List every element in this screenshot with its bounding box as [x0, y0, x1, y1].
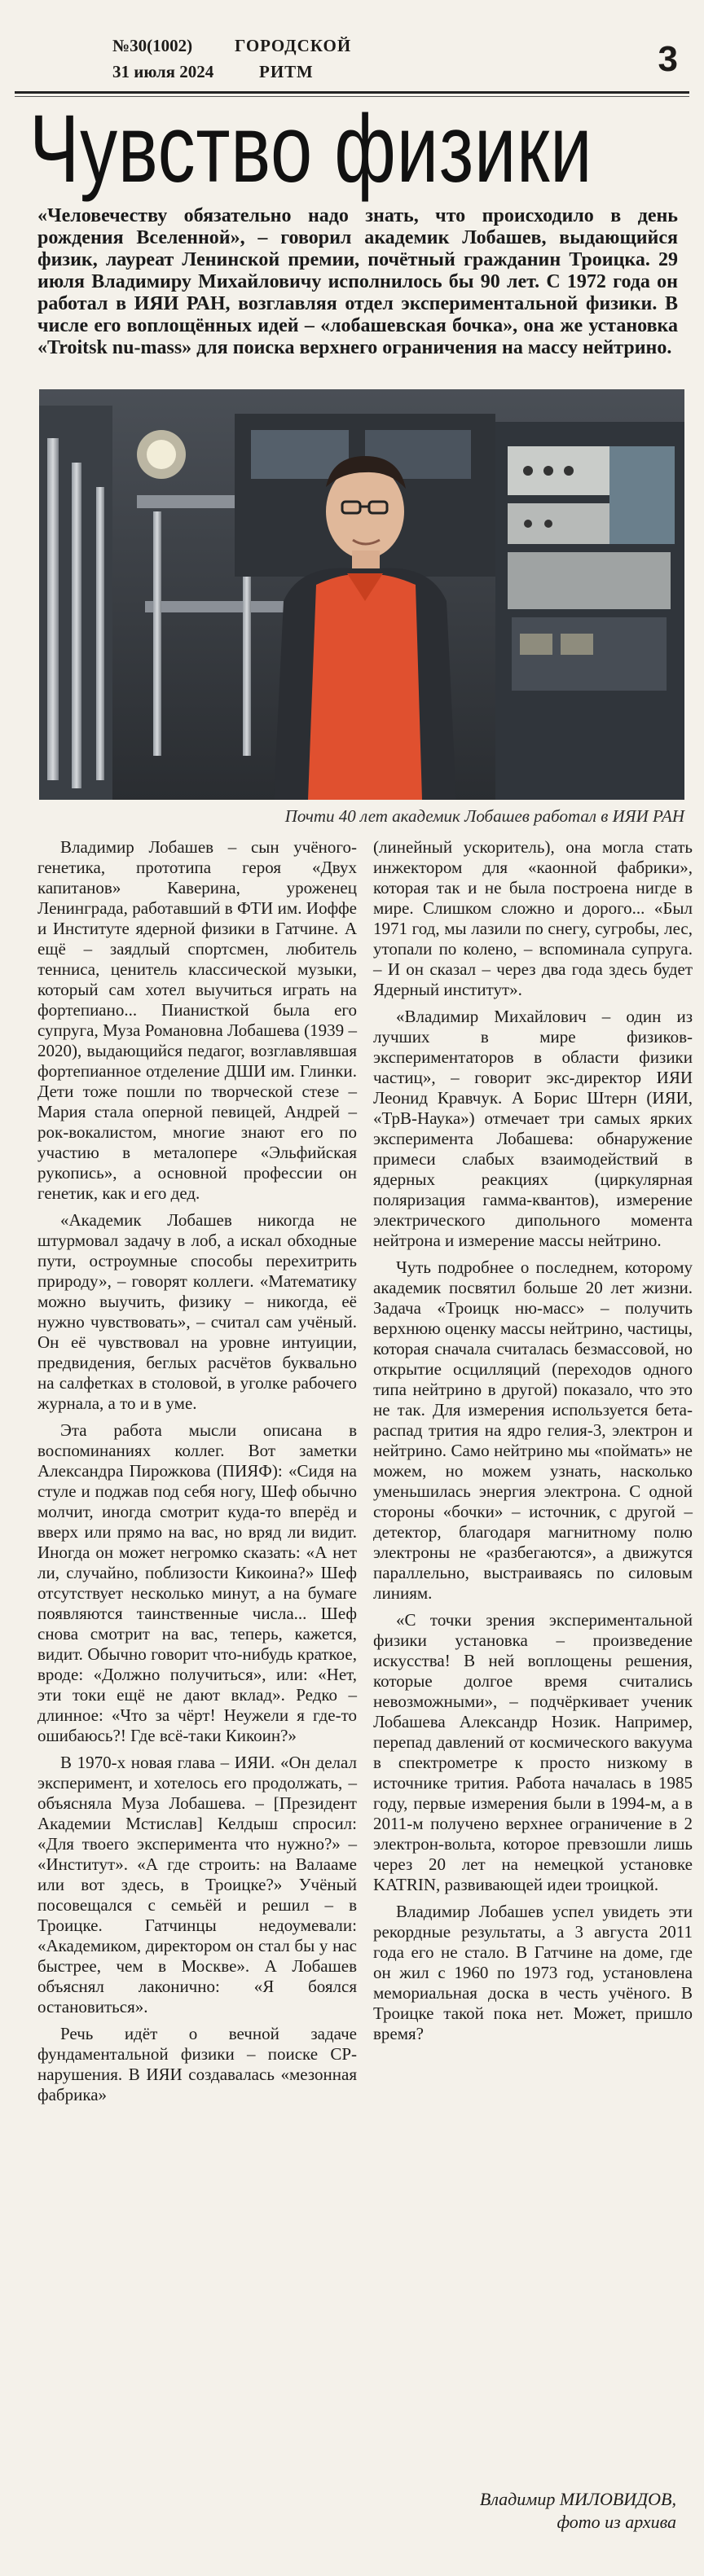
photo-caption: Почти 40 лет академик Лобашев работал в ИЯИ РАН — [284, 806, 684, 826]
issue-date: 31 июля 2024 — [112, 62, 214, 81]
lab-photo-illustration — [39, 389, 684, 800]
page-number: 3 — [658, 39, 678, 79]
header-rule — [15, 91, 689, 94]
paragraph: «Владимир Михайлович – один из лучших в мире физиков-экспериментаторов в области физики частиц», – говорит экс-директор ИЯИ Леонид Кравчук. А Борис Штерн (ИЯИ, «ТрВ-Наука») отмечает три самых ярких эксперимента Лобашева: обнаружение примеси слабых взаимодействий в ядерных реакциях (циркулярная поляризация гамма-квантов), измерение электрического дипольного момента нейтрона и измерение массы нейтрино. — [373, 1007, 693, 1250]
paragraph: Речь идёт о вечной задаче фундаментальной физики – поиске CP-нарушения. В ИЯИ создавалась «мезонная фабрика» — [37, 2024, 357, 2104]
paragraph: «С точки зрения экспериментальной физики установка – произведение искусства! В ней воплощены решения, которые долгое время считались невозможными», – подчёркивает ученик Лобашева Александр Нозик. Например, перепад давлений от космического вакуума в спектрометре к просто низкому в источнике трития. Работа началась в 1985 году, первые измерения были в 1994-м, а в 2011-м получено верхнее ограничение в 2 электрон-вольта, которое превзошли лишь через 20 лет на немецкой установке KATRIN, развивающей идеи троицкой. — [373, 1610, 693, 1894]
author-name: Владимир МИЛОВИДОВ, — [479, 2489, 676, 2509]
photo-credit: фото из архива — [557, 2512, 676, 2532]
paragraph: Эта работа мысли описана в воспоминаниях коллег. Вот заметки Александра Пирожкова (ПИЯФ): «Сидя на стуле и поджав под себя ногу, Шеф обычно молчит, иногда смотрит куда-то вперёд и вверх или прямо на вас, но вряд ли видит. Иногда он может негромко сказать: «А нет ли, случайно, поблизости Кикоина?» Шеф отсутствует несколько минут, а на бумаге появляются таинственные числа... Шеф снова смотрит на вас, теперь, кажется, видит. Обычно говорит что-нибудь краткое, вроде: «Должно получиться», или: «Нет, эти токи ещё не дают вклад». Редко – длинное: «Что за чёрт! Неужели я где-то ошибаюсь?! Где всё-таки Кикоин?» — [37, 1420, 357, 1745]
paragraph: (линейный ускоритель), она могла стать инжектором для «каонной фабрики», которая так и не была построена нигде в мире. Слишком сложно и дорого... «Был 1971 год, мы лазили по снегу, сугробы, лес, утопали по колено, – вспоминала супруга. – И он сказал – через два года здесь будет Ядерный институт». — [373, 837, 693, 999]
paragraph: Владимир Лобашев – сын учёного-генетика, прототипа героя «Двух капитанов» Каверина, уроженец Ленинграда, работавший в ФТИ им. Иоффе и Институте ядерной физики в Гатчине. А ещё – заядлый спортсмен, любитель тенниса, ценитель классической музыки, который сам хотел выучиться играть на фортепиано... Пианисткой была его супруга, Муза Романовна Лобашева (1939 – 2020), выдающийся педагог, возглавлявшая фортепианное отделение ДШИ им. Глинки. Дети тоже пошли по творческой стезе – Мария стала оперной певицей, Андрей – рок-вокалистом, многие знают его по участию в металопере «Эльфийская рукопись», а основной профессии он генетик, как и его дед. — [37, 837, 357, 1203]
column-left — [37, 837, 357, 2112]
paragraph: Владимир Лобашев успел увидеть эти рекордные результаты, а 3 августа 2011 года его не стало. В Гатчине на доме, где он жил с 1960 по 1973 год, установлена мемориальная доска в честь учёного. В Троицке такой пока нет. Может, пришло время? — [373, 1902, 693, 2043]
page-header — [15, 11, 689, 85]
paper-name-line2: РИТМ — [259, 62, 314, 81]
paragraph: В 1970-х новая глава – ИЯИ. «Он делал эксперимент, и хотелось его продолжать, – объясняла Муза Лобашева. – [Президент Академии Мстислав] Келдыш спросил: «Для твоего эксперимента что нужно?» – «Институт». «А где строить: на Валааме или вот здесь, в Троицке?» Учёный посовещался с семьёй и решил – в Троицке. Гатчинцы недоумевали: «Академиком, директором он стал бы у нас быстрее, чем в Москве». А Лобашев объяснял лаконично: «Я боялся остановиться». — [37, 1753, 357, 2016]
column-right — [373, 837, 693, 2051]
issue-number: №30(1002) — [112, 36, 193, 55]
paper-name-line1: ГОРОДСКОЙ — [235, 36, 352, 55]
paragraph: «Академик Лобашев никогда не штурмовал задачу в лоб, а искал обходные пути, остроумные способы перехитрить природу», – говорят коллеги. «Математику можно выучить, физику – никогда, её нужно чувствовать», – считал сам учёный. Он её чувствовал на уровне интуиции, предвидения, беглых расчётов буквально на салфетках в столовой, в уголке рабочего журнала, а то и в уме. — [37, 1210, 357, 1413]
article-photo — [39, 389, 684, 800]
article-title: Чувство физики — [29, 95, 593, 203]
article-lead: «Человечеству обязательно надо знать, что происходило в день рождения Вселенной», – говорил академик Лобашев, выдающийся физик, лауреат Ленинской премии, почётный гражданин Троицка. 29 июля Владимиру Михайловичу исполнилось бы 90 лет. С 1972 года он работал в ИЯИ РАН, возглавляя отдел экспериментальной физики. В числе его воплощённых идей – «лобашевская бочка», она же установка «Troitsk nu-mass» для поиска верхнего ограничения на массу нейтрино. — [37, 205, 678, 358]
article-signature — [480, 2488, 676, 2534]
paragraph: Чуть подробнее о последнем, которому академик посвятил больше 20 лет жизни. Задача «Троицк ню-масс» – получить верхнюю оценку массы нейтрино, частицы, которая сначала считалась безмассовой, но открытие осцилляций (переходов одного типа нейтрино в другой) показало, что это не так. Для измерения используется бета-распад трития на ядро гелия-3, электрон и нейтрино. Само нейтрино мы «поймать» не можем, но можем узнать, насколько уменьшилась энергия электрона. С одной стороны «бочки» – источник, с другой – детектор, благодаря магнитному полю электроны не «разбегаются», а движутся параллельно, выстраиваясь по силовым линиям. — [373, 1257, 693, 1603]
